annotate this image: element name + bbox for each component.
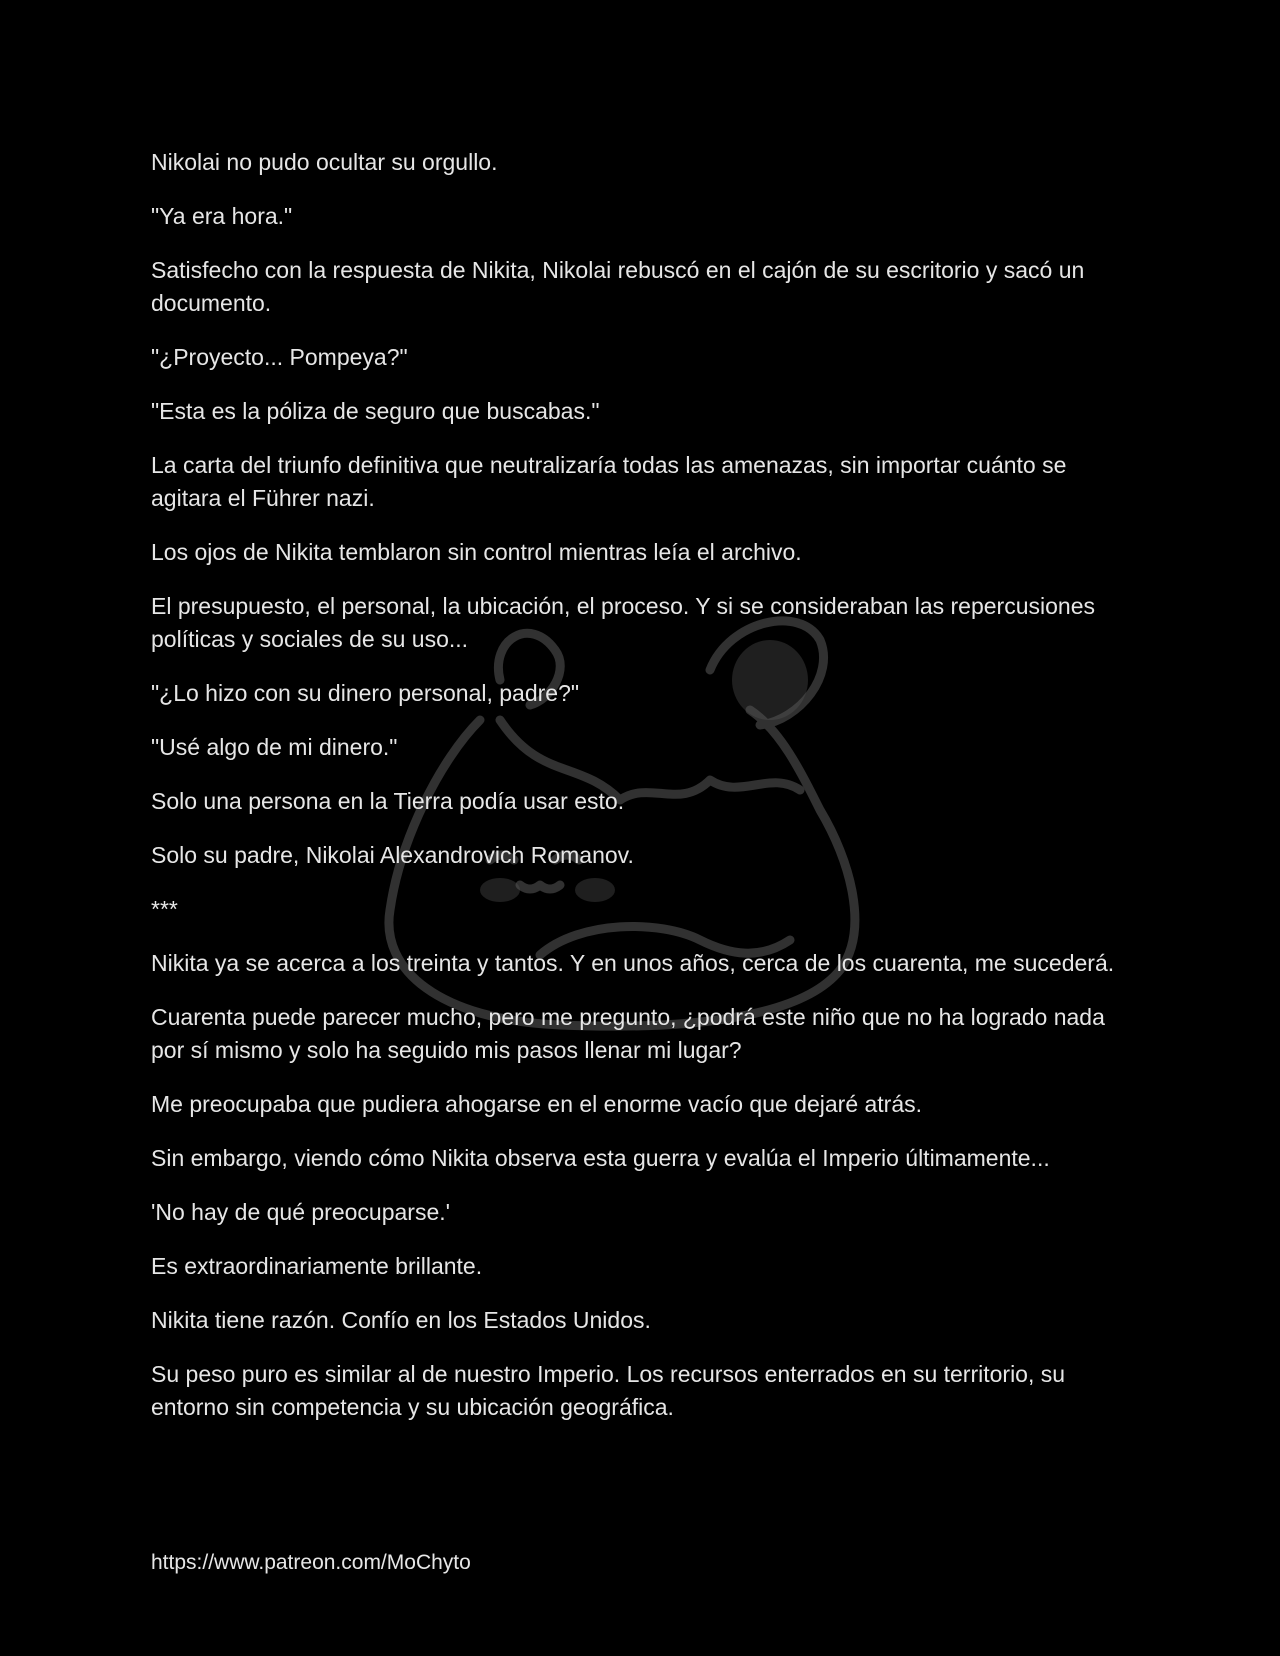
paragraph: La carta del triunfo definitiva que neutralizaría todas las amenazas, sin importar cuánto se agitara el Führer nazi. (151, 452, 1067, 511)
paragraph: Nikita tiene razón. Confío en los Estados Unidos. (151, 1307, 651, 1333)
paragraph: Es extraordinariamente brillante. (151, 1253, 483, 1279)
paragraph: Solo su padre, Nikolai Alexandrovich Romanov. (151, 842, 634, 868)
patreon-link[interactable]: https://www.patreon.com/MoChyto (151, 1551, 471, 1574)
paragraph: Solo una persona en la Tierra podía usar esto. (151, 788, 625, 814)
paragraph: Los ojos de Nikita temblaron sin control mientras leía el archivo. (151, 539, 802, 565)
paragraph: Satisfecho con la respuesta de Nikita, Nikolai rebuscó en el cajón de su escritorio y sacó un documento. (151, 257, 1085, 316)
paragraph: "Ya era hora." (151, 203, 293, 229)
paragraph: Nikolai no pudo ocultar su orgullo. (151, 149, 498, 175)
paragraph: 'No hay de qué preocuparse.' (151, 1199, 451, 1225)
paragraph: "Usé algo de mi dinero." (151, 734, 398, 760)
paragraph: "Esta es la póliza de seguro que buscabas." (151, 398, 600, 424)
paragraph: Me preocupaba que pudiera ahogarse en el enorme vacío que dejaré atrás. (151, 1091, 923, 1117)
paragraph: Nikita ya se acerca a los treinta y tantos. Y en unos años, cerca de los cuarenta, me sucederá. (151, 950, 1115, 976)
paragraph: "¿Lo hizo con su dinero personal, padre?" (151, 680, 580, 706)
paragraph: "¿Proyecto... Pompeya?" (151, 344, 408, 370)
paragraph: Su peso puro es similar al de nuestro Imperio. Los recursos enterrados en su territorio, su entorno sin competencia y su ubicación geográfica. (151, 1361, 1066, 1420)
paragraph: Sin embargo, viendo cómo Nikita observa esta guerra y evalúa el Imperio últimamente... (151, 1145, 1050, 1171)
paragraph: El presupuesto, el personal, la ubicación, el proceso. Y si se consideraban las repercusiones políticas y sociales de su uso... (151, 593, 1095, 652)
article-body (151, 146, 1141, 1445)
paragraph: Cuarenta puede parecer mucho, pero me pregunto, ¿podrá este niño que no ha logrado nada por sí mismo y solo ha seguido mis pasos llenar mi lugar? (151, 1004, 1105, 1063)
section-break: *** (151, 896, 178, 922)
